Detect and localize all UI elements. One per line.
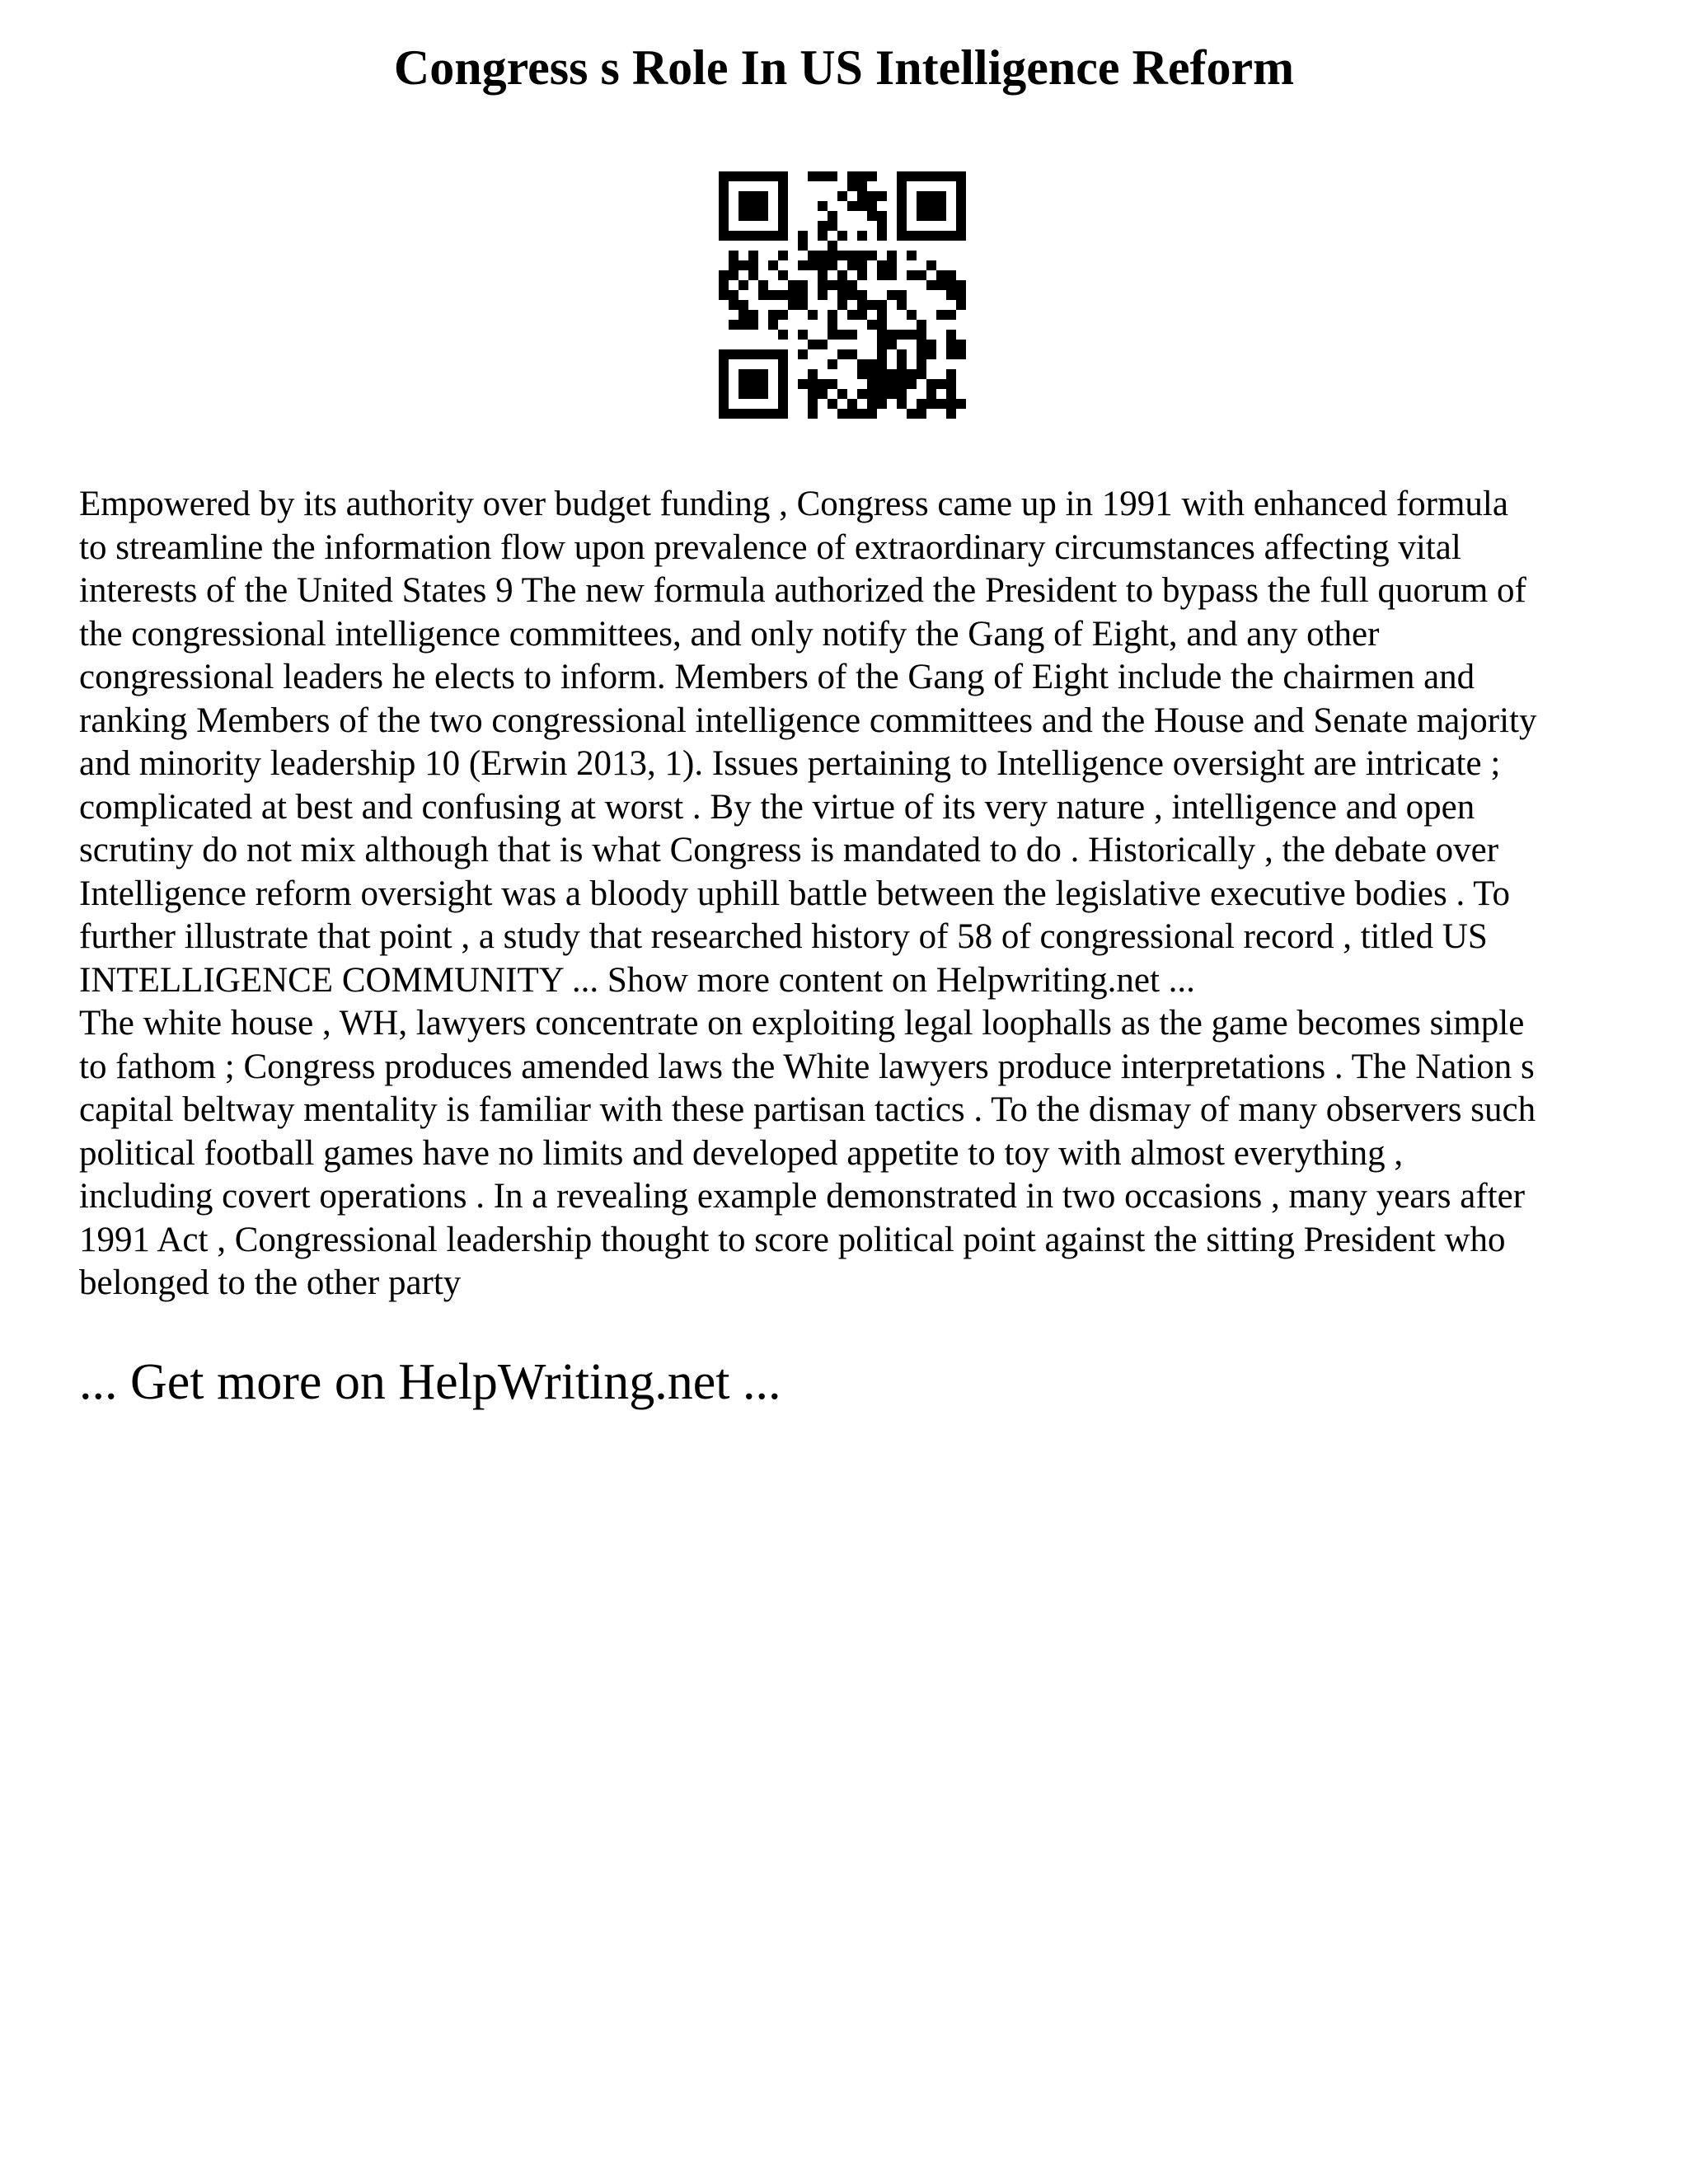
paragraph-line: capital beltway mentality is familiar with these partisan tactics . To the dismay of many observers such — [79, 1090, 1536, 1129]
paragraph-line: scrutiny do not mix although that is what Congress is mandated to do . Historically , the debate over — [79, 831, 1499, 869]
paragraph-line: congressional leaders he elects to inform. Members of the Gang of Eight include the chairmen and — [79, 658, 1475, 696]
paragraph-line: Intelligence reform oversight was a bloody uphill battle between the legislative executive bodies . To — [79, 874, 1510, 913]
paragraph-line: belonged to the other party — [79, 1263, 462, 1302]
paragraph-line: complicated at best and confusing at worst . By the virtue of its very nature , intelligence and open — [79, 787, 1475, 827]
paragraph-line: further illustrate that point , a study that researched history of 58 of congressional record , titled US — [79, 917, 1488, 956]
paragraph-line: 1991 Act , Congressional leadership thought to score political point against the sitting President who — [79, 1220, 1506, 1259]
paragraph-line: political football games have no limits and developed appetite to toy with almost everything , — [79, 1133, 1404, 1173]
paragraph-line: ranking Members of the two congressional intelligence committees and the House and Senate majority — [79, 701, 1537, 740]
paragraph-1 — [79, 483, 1629, 1002]
paragraph-line: to fathom ; Congress produces amended laws the White lawyers produce interpretations . The Nation s — [79, 1047, 1535, 1086]
paragraph-line: INTELLIGENCE COMMUNITY ... Show more content on Helpwriting.net ... — [79, 960, 1195, 1000]
qr-code-image — [719, 171, 966, 419]
paragraph-line: to streamline the information flow upon prevalence of extraordinary circumstances affecting vital — [79, 527, 1461, 567]
paragraph-line: Empowered by its authority over budget funding , Congress came up in 1991 with enhanced formula — [79, 485, 1508, 523]
paragraph-line: and minority leadership 10 (Erwin 2013, 1). Issues pertaining to Intelligence oversight are intricate ; — [79, 744, 1501, 783]
paragraph-line: interests of the United States 9 The new formula authorized the President to bypass the full quorum of — [79, 571, 1526, 610]
document-title: Congress s Role In US Intelligence Reform — [393, 40, 1295, 95]
paragraph-2 — [79, 1002, 1629, 1305]
paragraph-line: The white house , WH, lawyers concentrate on exploiting legal loophalls as the game becomes simple — [79, 1004, 1525, 1043]
document-body — [79, 483, 1629, 1305]
paragraph-line: the congressional intelligence committees, and only notify the Gang of Eight, and any other — [79, 614, 1380, 654]
qr-code-icon — [719, 171, 966, 419]
get-more-link[interactable]: ... Get more on HelpWriting.net ... — [79, 1354, 781, 1410]
paragraph-line: including covert operations . In a revealing example demonstrated in two occasions , many years after — [79, 1177, 1526, 1216]
